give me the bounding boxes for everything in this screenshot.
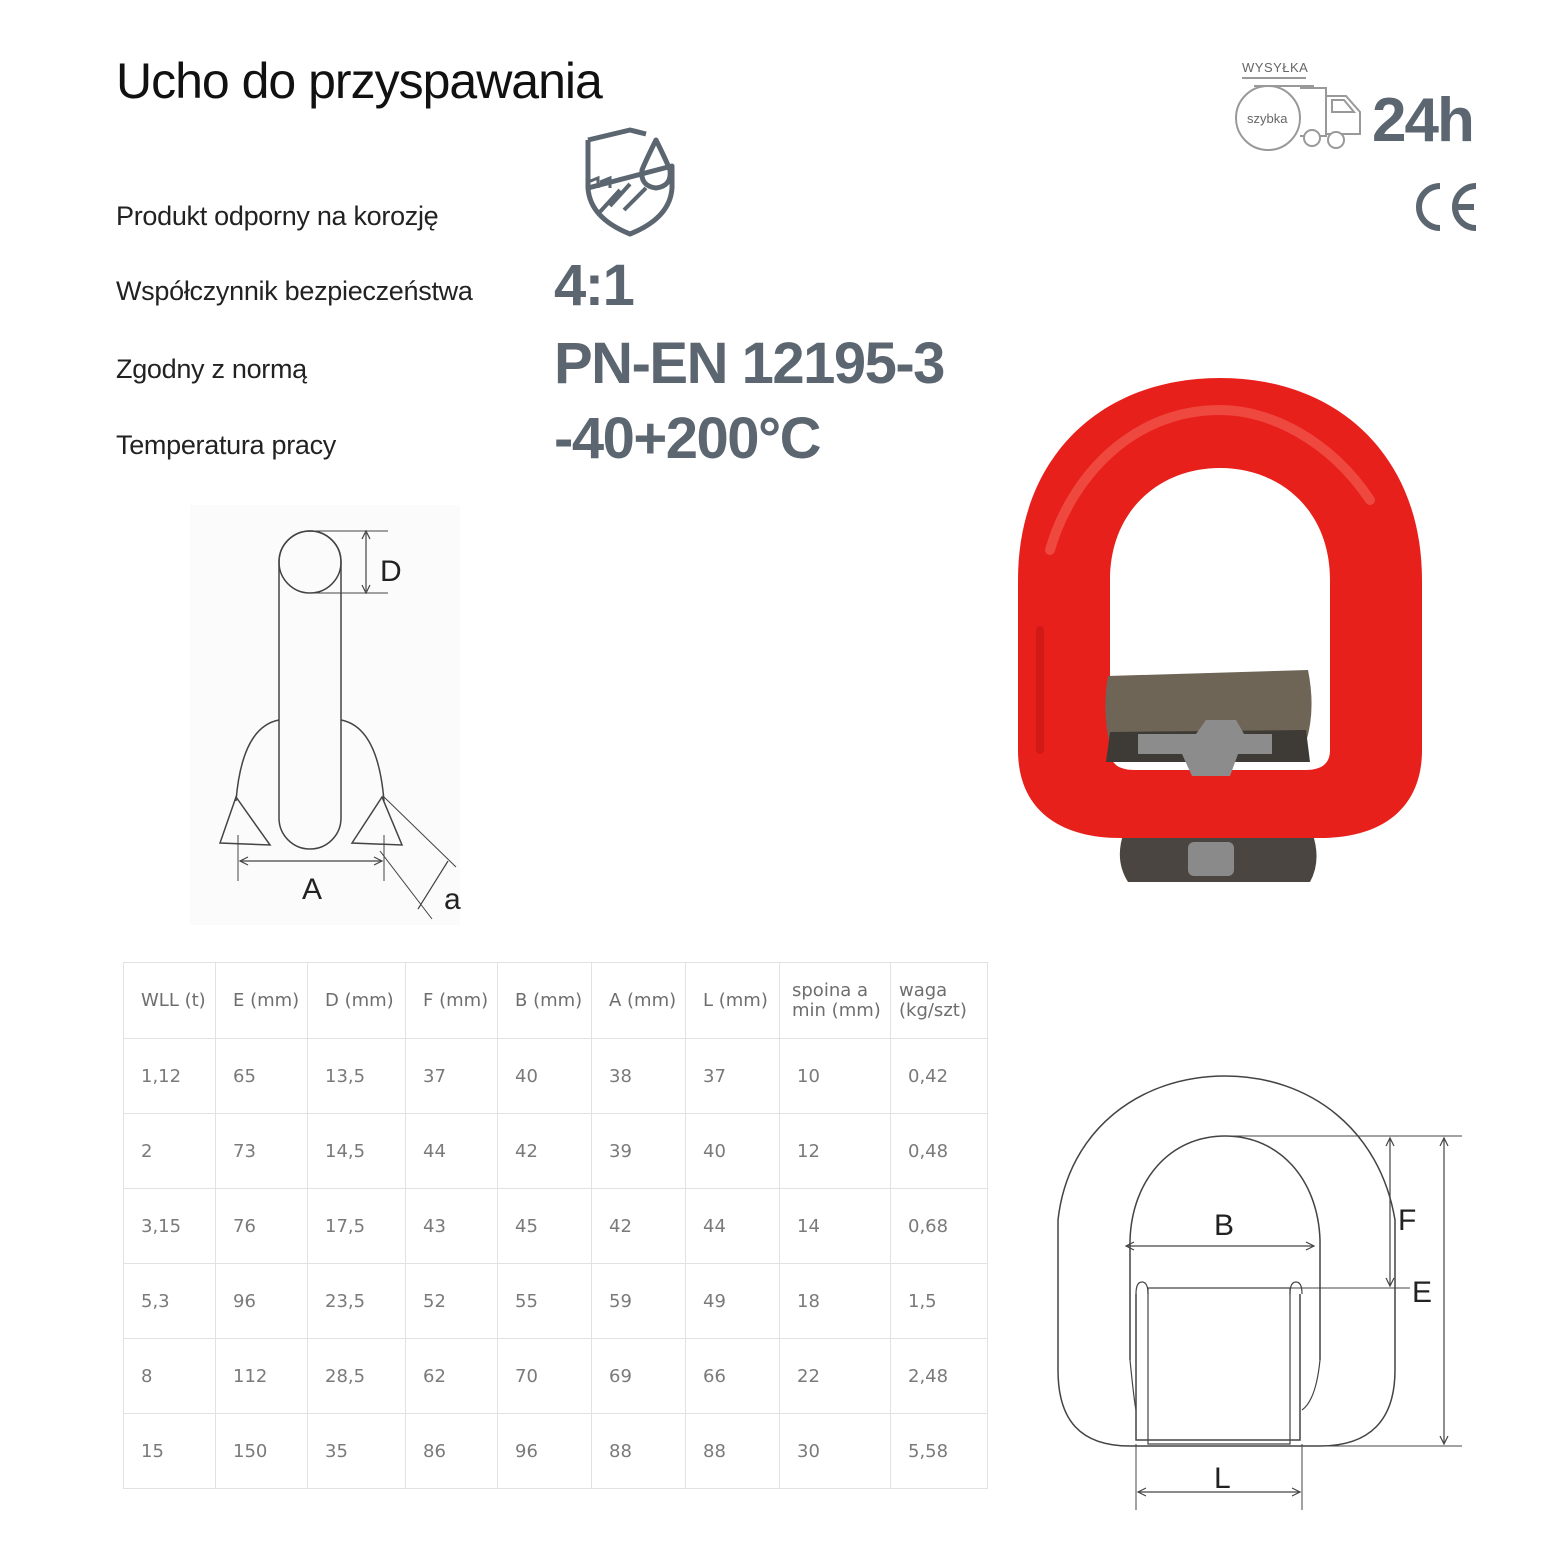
header-d: D (mm) (308, 963, 406, 1039)
table-cell: 2,48 (891, 1339, 988, 1414)
corrosion-resistance-shield-icon (584, 126, 680, 243)
table-cell: 35 (308, 1414, 406, 1489)
table-cell: 96 (216, 1264, 308, 1339)
table-cell: 2 (124, 1114, 216, 1189)
front-view-drawing (1050, 1060, 1470, 1525)
table-cell: 5,58 (891, 1414, 988, 1489)
table-cell: 44 (686, 1189, 780, 1264)
spec-table (123, 962, 988, 1489)
table-cell: 112 (216, 1339, 308, 1414)
header-weight: waga (kg/szt) (891, 963, 988, 1039)
table-cell: 18 (780, 1264, 891, 1339)
shipping-label: WYSYŁKA (1242, 60, 1309, 75)
table-cell: 13,5 (308, 1039, 406, 1114)
table-cell: 96 (498, 1414, 592, 1489)
table-row (124, 1039, 988, 1114)
table-cell: 42 (592, 1189, 686, 1264)
table-cell: 3,15 (124, 1189, 216, 1264)
header-wll: WLL (t) (124, 963, 216, 1039)
page-title: Ucho do przyspawania (116, 53, 602, 109)
table-cell: 62 (406, 1339, 498, 1414)
table-row (124, 1114, 988, 1189)
table-cell: 14 (780, 1189, 891, 1264)
table-header-row (124, 963, 988, 1039)
table-cell: 1,12 (124, 1039, 216, 1114)
table-cell: 15 (124, 1414, 216, 1489)
header-e: E (mm) (216, 963, 308, 1039)
spec-label-standard: Zgodny z normą (116, 354, 307, 384)
shipping-hours: 24h (1372, 86, 1473, 155)
table-cell: 30 (780, 1414, 891, 1489)
dim-label-l: L (1214, 1462, 1231, 1495)
shipping-fast-label: szybka (1247, 111, 1288, 126)
table-cell: 88 (592, 1414, 686, 1489)
header-l: L (mm) (686, 963, 780, 1039)
table-cell: 66 (686, 1339, 780, 1414)
spec-label-temperature: Temperatura pracy (116, 430, 336, 460)
table-cell: 37 (406, 1039, 498, 1114)
dim-label-d: D (380, 555, 402, 588)
dim-label-f: F (1398, 1204, 1417, 1237)
header-b: B (mm) (498, 963, 592, 1039)
table-cell: 59 (592, 1264, 686, 1339)
table-row (124, 1264, 988, 1339)
table-cell: 22 (780, 1339, 891, 1414)
dim-label-b: B (1214, 1209, 1235, 1242)
table-cell: 42 (498, 1114, 592, 1189)
table-cell: 86 (406, 1414, 498, 1489)
table-cell: 37 (686, 1039, 780, 1114)
table-cell: 44 (406, 1114, 498, 1189)
table-cell: 73 (216, 1114, 308, 1189)
table-row (124, 1189, 988, 1264)
table-cell: 14,5 (308, 1114, 406, 1189)
table-cell: 12 (780, 1114, 891, 1189)
table-cell: 76 (216, 1189, 308, 1264)
table-cell: 88 (686, 1414, 780, 1489)
table-cell: 40 (686, 1114, 780, 1189)
table-cell: 28,5 (308, 1339, 406, 1414)
table-cell: 38 (592, 1039, 686, 1114)
side-view-drawing (190, 505, 480, 930)
table-cell: 150 (216, 1414, 308, 1489)
table-cell: 43 (406, 1189, 498, 1264)
table-cell: 1,5 (891, 1264, 988, 1339)
table-cell: 23,5 (308, 1264, 406, 1339)
table-row (124, 1339, 988, 1414)
dim-label-a-upper: A (302, 873, 323, 906)
dim-label-e: E (1412, 1276, 1433, 1309)
header-f: F (mm) (406, 963, 498, 1039)
header-a: A (mm) (592, 963, 686, 1039)
spec-value-safety-factor: 4:1 (554, 253, 634, 318)
table-cell: 17,5 (308, 1189, 406, 1264)
table-cell: 0,68 (891, 1189, 988, 1264)
spec-label-safety-factor: Współczynnik bezpieczeństwa (116, 276, 473, 306)
product-photo (1010, 370, 1430, 895)
ce-mark-icon (1410, 182, 1480, 237)
header-weld: spoina a min (mm) (780, 963, 891, 1039)
table-cell: 10 (780, 1039, 891, 1114)
table-cell: 70 (498, 1339, 592, 1414)
table-cell: 39 (592, 1114, 686, 1189)
table-cell: 5,3 (124, 1264, 216, 1339)
dim-label-a-lower: a (444, 883, 461, 916)
table-cell: 45 (498, 1189, 592, 1264)
table-cell: 55 (498, 1264, 592, 1339)
table-cell: 49 (686, 1264, 780, 1339)
table-cell: 69 (592, 1339, 686, 1414)
table-cell: 65 (216, 1039, 308, 1114)
table-cell: 8 (124, 1339, 216, 1414)
table-cell: 40 (498, 1039, 592, 1114)
table-cell: 52 (406, 1264, 498, 1339)
spec-value-standard: PN-EN 12195-3 (554, 331, 944, 396)
spec-label-corrosion: Produkt odporny na korozję (116, 201, 439, 231)
table-cell: 0,48 (891, 1114, 988, 1189)
table-row (124, 1414, 988, 1489)
table-cell: 0,42 (891, 1039, 988, 1114)
spec-value-temperature: -40+200°C (554, 406, 821, 471)
